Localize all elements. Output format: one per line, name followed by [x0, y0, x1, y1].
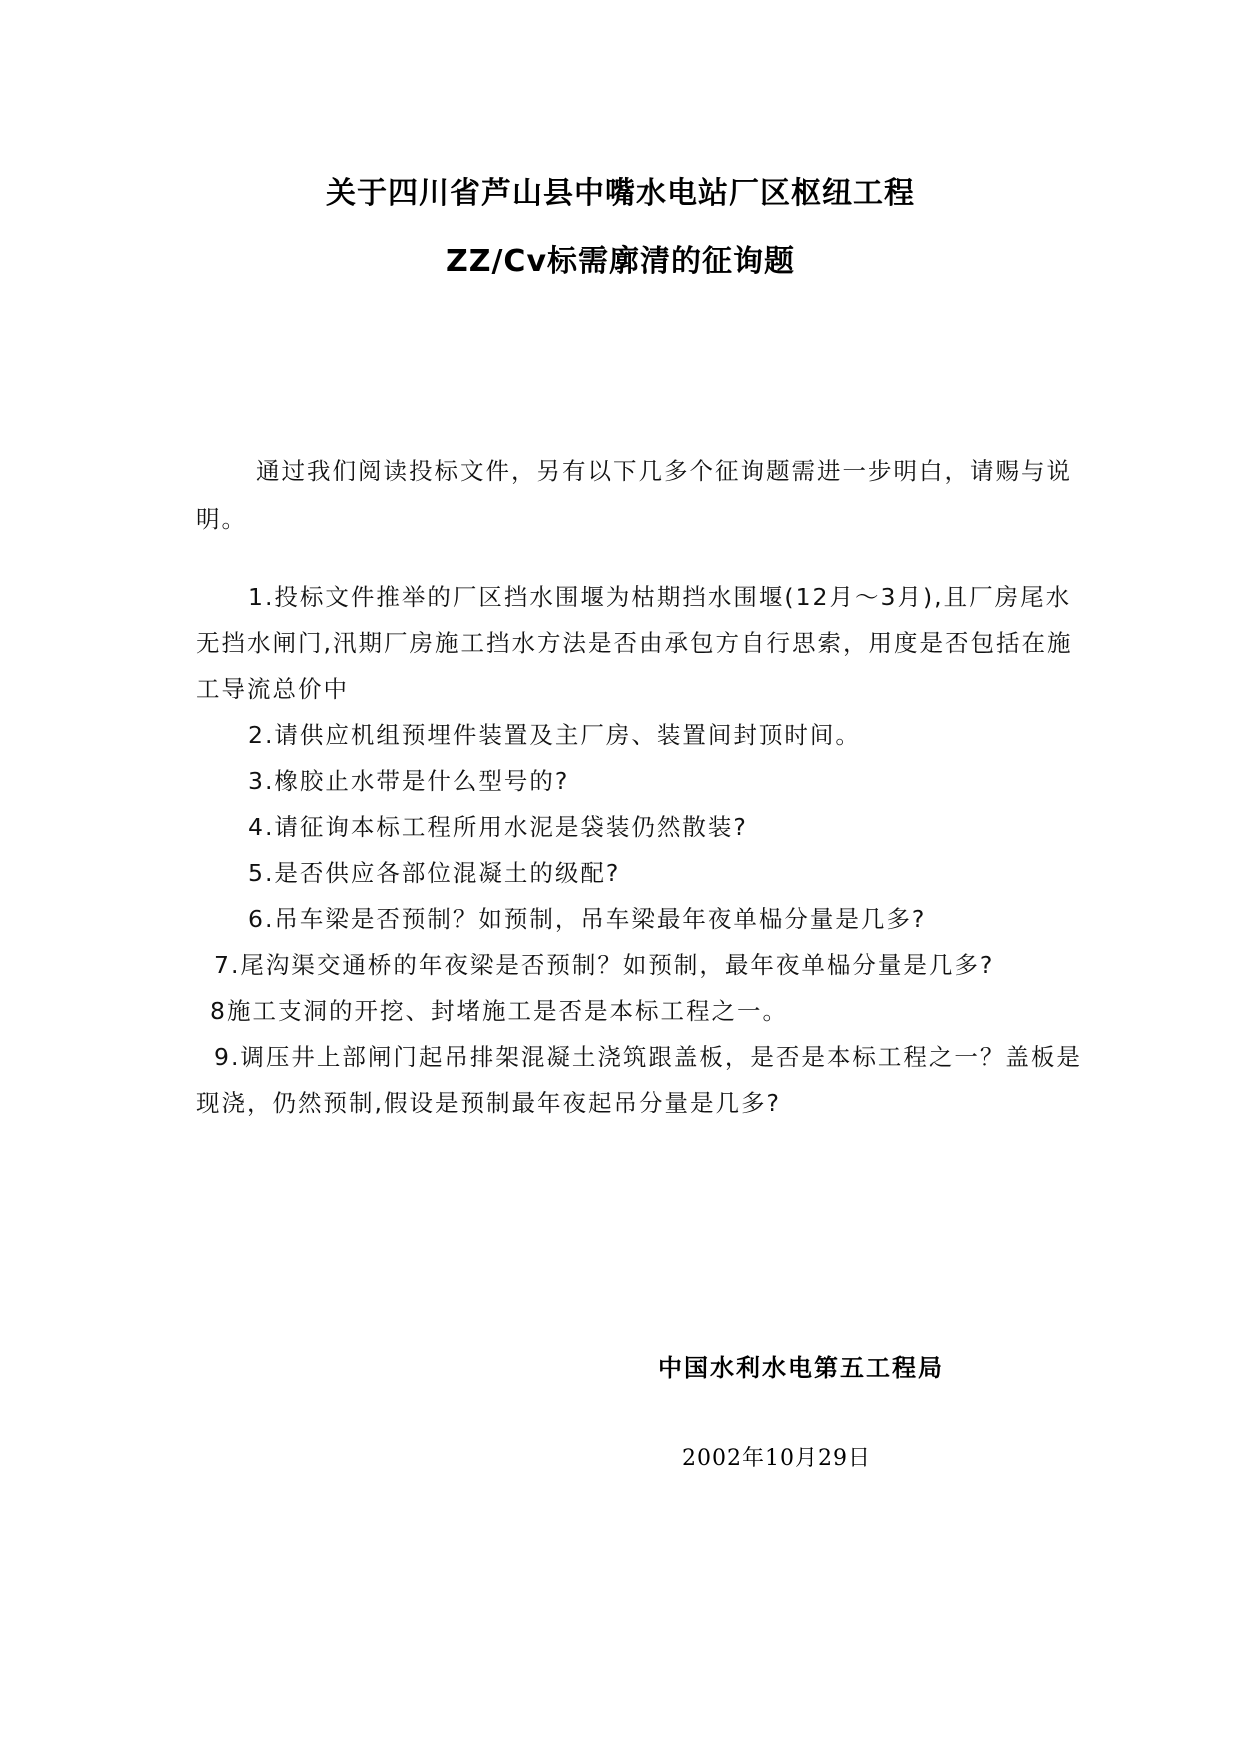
- question-1-line-1: 1.投标文件推举的厂区挡水围堰为枯期挡水围堰(12月～3月),且厂房尾水: [248, 583, 1072, 611]
- question-2: 2.请供应机组预埋件装置及主厂房、装置间封顶时间。: [248, 721, 861, 749]
- document-title-line-2: ZZ/Cⅴ标需廓清的征询题: [445, 244, 796, 279]
- question-9-line-2: 现浇，仍然预制,假设是预制最年夜起吊分量是几多?: [196, 1089, 781, 1117]
- question-9-line-1: 9.调压井上部闸门起吊排架混凝土浇筑跟盖板，是否是本标工程之一？盖板是: [214, 1043, 1082, 1071]
- question-7: 7.尾沟渠交通桥的年夜梁是否预制？如预制，最年夜单榀分量是几多?: [214, 951, 995, 979]
- question-1-line-2: 无挡水闸门,汛期厂房施工挡水方法是否由承包方自行思索，用度是否包括在施: [196, 629, 1073, 657]
- question-6: 6.吊车梁是否预制？如预制，吊车梁最年夜单榀分量是几多?: [248, 905, 927, 933]
- intro-line-2: 明。: [196, 505, 247, 533]
- question-8: 8施工支洞的开挖、封堵施工是否是本标工程之一。: [210, 997, 788, 1025]
- question-4: 4.请征询本标工程所用水泥是袋装仍然散装?: [248, 813, 748, 841]
- signature-organization: 中国水利水电第五工程局: [658, 1354, 944, 1382]
- signature-date: 2002年10月29日: [682, 1446, 871, 1471]
- intro-line-1: 通过我们阅读投标文件，另有以下几多个征询题需进一步明白，请赐与说: [256, 457, 1072, 485]
- document-title-line-1: 关于四川省芦山县中嘴水电站厂区枢纽工程: [326, 176, 915, 211]
- question-5: 5.是否供应各部位混凝土的级配?: [248, 859, 621, 887]
- question-1-line-3: 工导流总价中: [196, 675, 349, 703]
- question-3: 3.橡胶止水带是什么型号的?: [248, 767, 570, 795]
